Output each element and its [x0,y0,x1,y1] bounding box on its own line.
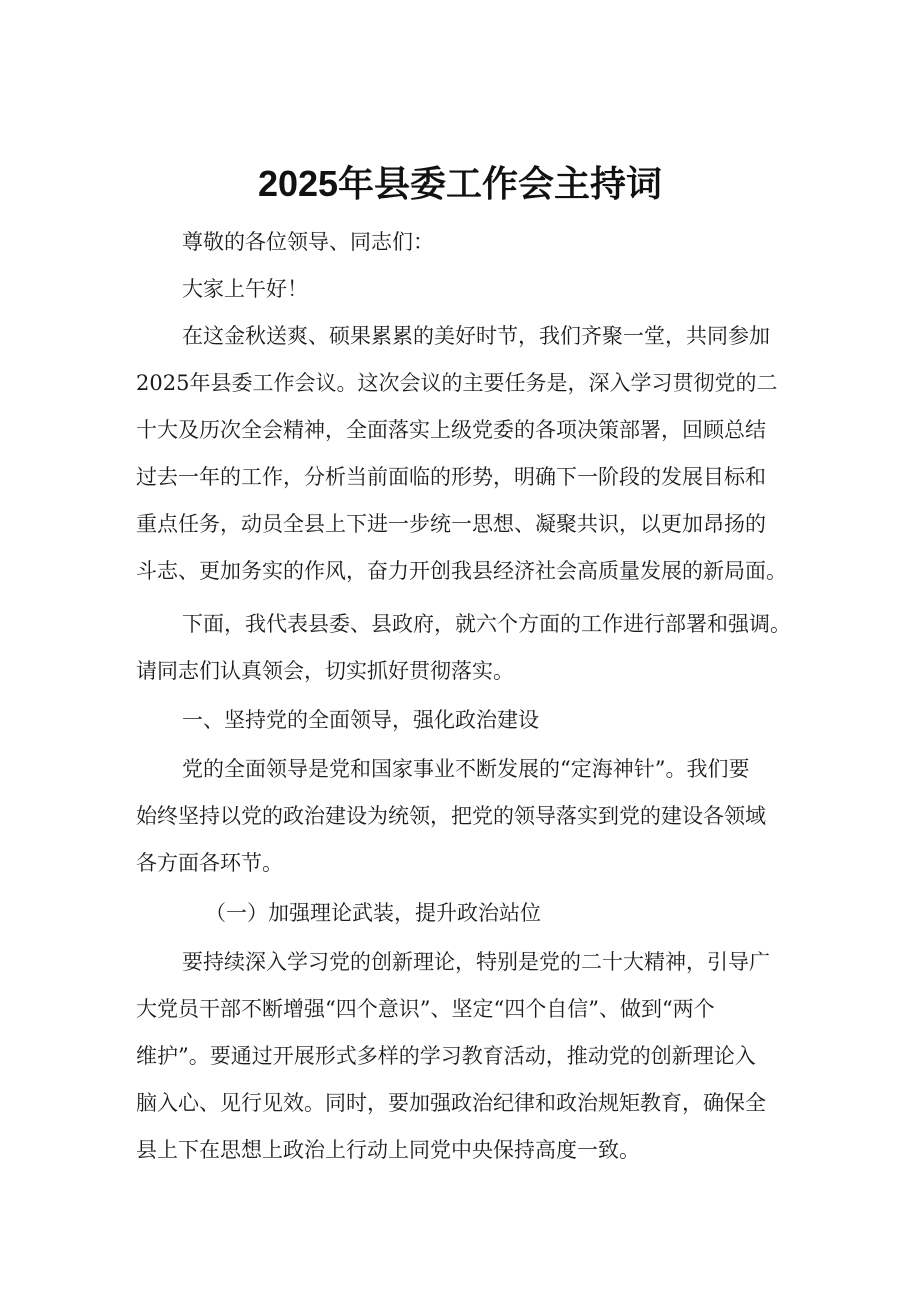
paragraph-line: 各方面各环节。 [136,851,283,875]
paragraph-line: 始终坚持以党的政治建设为统领，把党的领导落实到党的建设各领域 [136,804,766,828]
subsection-heading: （一）加强理论武装，提升政治站位 [205,901,541,925]
section-heading: 一、坚持党的全面领导，强化政治建设 [182,708,539,732]
greeting: 大家上午好！ [182,277,308,301]
paragraph-line: 2025年县委工作会议。这次会议的主要任务是，深入学习贯彻党的二 [136,371,778,395]
paragraph-line: 十大及历次全会精神，全面落实上级党委的各项决策部署，回顾总结 [136,418,766,442]
paragraph-line: 要持续深入学习党的创新理论，特别是党的二十大精神，引导广 [182,950,770,974]
document-title: 2025年县委工作会主持词 [257,163,663,204]
paragraph-line: 大党员干部不断增强“四个意识”、坚定“四个自信”、做到“两个 [136,997,715,1021]
paragraph-line: 斗志、更加务实的作风，奋力开创我县经济社会高质量发展的新局面。 [136,559,787,583]
paragraph-line: 党的全面领导是党和国家事业不断发展的“定海神针”。我们要 [182,757,750,781]
paragraph-line: 请同志们认真领会，切实抓好贯彻落实。 [136,659,514,683]
salutation: 尊敬的各位领导、同志们： [182,230,434,254]
paragraph-line: 重点任务，动员全县上下进一步统一思想、凝聚共识，以更加昂扬的 [136,512,766,536]
paragraph-line: 脑入心、见行见效。同时，要加强政治纪律和政治规矩教育，确保全 [136,1091,766,1115]
paragraph-line: 下面，我代表县委、县政府，就六个方面的工作进行部署和强调。 [182,612,791,636]
paragraph-line: 县上下在思想上政治上行动上同党中央保持高度一致。 [136,1138,640,1162]
paragraph-line: 维护”。要通过开展形式多样的学习教育活动，推动党的创新理论入 [136,1044,756,1068]
paragraph-line: 在这金秋送爽、硕果累累的美好时节，我们齐聚一堂，共同参加 [182,324,770,348]
paragraph-line: 过去一年的工作，分析当前面临的形势，明确下一阶段的发展目标和 [136,465,766,489]
